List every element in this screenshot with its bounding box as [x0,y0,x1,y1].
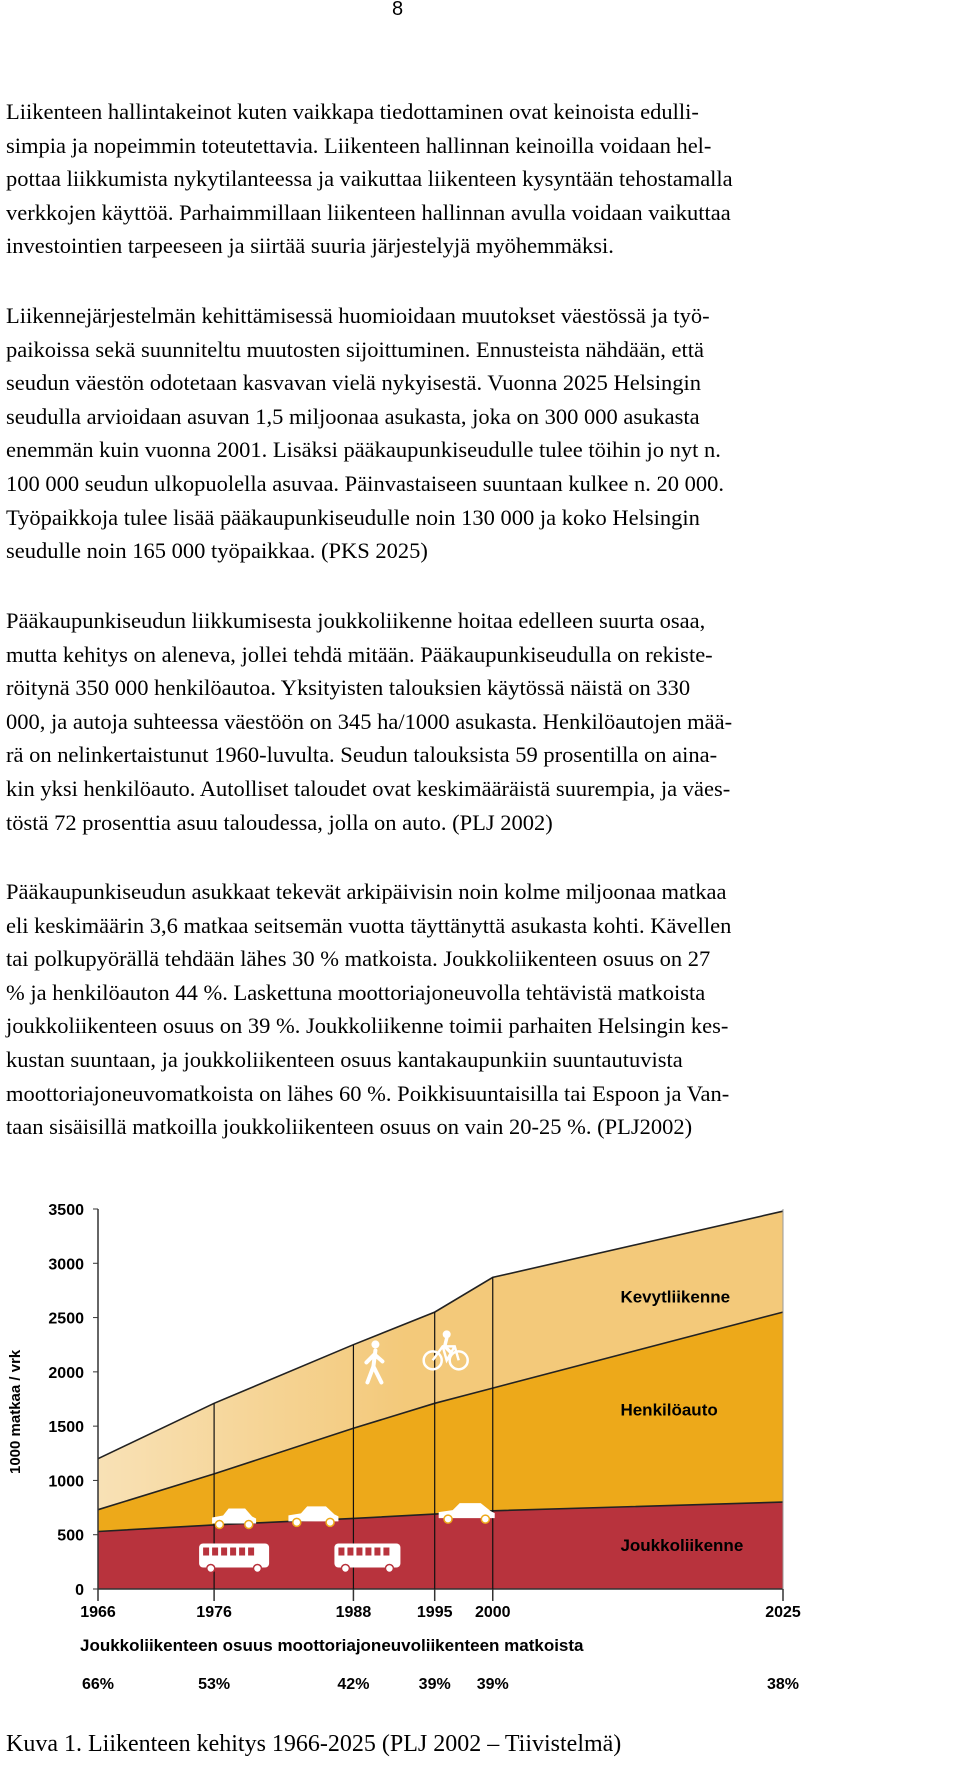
text-line: Työpaikkoja tulee lisää pääkaupunkiseudulle noin 130 000 ja koko Helsingin [6,504,700,530]
figure-caption: Kuva 1. Liikenteen kehitys 1966-2025 (PLJ 2002 – Tiivistelmä) [6,1731,622,1757]
y-tick-label: 0 [75,1582,84,1599]
y-tick-label: 3000 [48,1256,84,1274]
paragraph-trip-shares [6,875,926,1144]
x-tick-label: 1995 [416,1604,453,1621]
y-tick-label: 3500 [48,1202,84,1219]
share-label: 66% [81,1676,115,1693]
x-tick-label: 2000 [474,1604,511,1621]
y-tick-label: 1000 [48,1473,84,1491]
text-line: investointien tarpeeseen ja siirtää suuria järjestelyjä myöhemmäksi. [6,233,614,259]
share-label: 53% [198,1676,231,1693]
text-line: enemmän kuin vuonna 2001. Lisäksi pääkaupunkiseudulle tulee töihin jo nyt n. [6,437,721,463]
text-line: joukkoliikenteen osuus on 39 %. Joukkoliikenne toimii parhaiten Helsingin kes- [6,1013,729,1039]
text-line: seudulle noin 165 000 työpaikkaa. (PKS 2025) [6,538,428,564]
text-line: paikoissa sekä suunniteltu muutosten sijoittuminen. Ennusteista nähdään, että [6,336,705,362]
paragraph-population-growth [6,299,926,568]
paragraph-traffic-management [6,95,926,263]
share-label: 39% [418,1676,451,1693]
series-label-henkilöauto: Henkilöauto [620,1400,718,1420]
y-tick-label: 2000 [48,1364,84,1382]
text-line: taan sisäisillä matkoilla joukkoliikenteen osuus on vain 20-25 %. (PLJ2002) [6,1114,693,1140]
text-line: rä on nelinkertaistunut 1960-luvulta. Seudun talouksista 59 prosentilla on aina- [6,742,718,768]
text-line: röitynä 350 000 henkilöautoa. Yksityisten talouksien käytössä näistä on 330 [6,675,691,701]
text-line: tai polkupyörällä tehdään lähes 30 % matkoista. Joukkoliikenteen osuus on 27 [6,946,711,972]
share-label: 42% [337,1676,370,1693]
text-line: seudulla arvioidaan asuvan 1,5 miljoonaa asukasta, joka on 300 000 asukasta [6,403,700,429]
text-line: seudun väestön odotetaan kasvavan vielä nykyisestä. Vuonna 2025 Helsingin [6,370,701,396]
x-tick-label: 1966 [80,1604,116,1621]
y-axis-title: 1000 matkaa / vrk [7,1349,24,1474]
series-label-kevytliikenne: Kevytliikenne [620,1287,731,1307]
page-number: 8 [392,0,404,20]
text-line: verkkojen käyttöä. Parhaimmillaan liikenteen hallinnan avulla voidaan vaikuttaa [6,199,731,225]
series-label-joukkoliikenne: Joukkoliikenne [620,1536,744,1555]
text-line: simpia ja nopeimmin toteutettavia. Liikenteen hallinnan keinoilla voidaan hel- [6,132,712,158]
text-line: moottoriajoneuvomatkoista on lähes 60 %. Poikkisuuntaisilla tai Espoon ja Van- [6,1080,730,1106]
paragraph-car-ownership [6,604,926,839]
text-line: Liikenteen hallintakeinot kuten vaikkapa tiedottaminen ovat keinoista edulli- [6,99,699,124]
text-line: Pääkaupunkiseudun asukkaat tekevät arkipäivisin noin kolme miljoonaa matkaa [6,879,727,904]
x-tick-label: 1988 [335,1604,372,1621]
text-line: 000, ja autoja suhteessa väestöön on 345 ha/1000 asukasta. Henkilöautojen mää- [6,708,733,734]
y-tick-label: 2500 [48,1310,84,1328]
text-line: pottaa liikkumista nykytilanteessa ja vaikuttaa liikenteen kysyntään tehostamalla [6,166,733,192]
text-line: kustan suuntaan, ja joukkoliikenteen osuus kantakaupunkiin suuntautuvista [6,1046,683,1072]
share-label: 39% [476,1676,509,1693]
share-title: Joukkoliikenteen osuus moottoriajoneuvoliikenteen matkoista [80,1636,584,1655]
x-tick-label: 1976 [196,1604,232,1621]
text-line: 100 000 seudun ulkopuolella asuvaa. Päinvastaiseen suuntaan kulkee n. 20 000. [6,470,724,496]
text-line: mutta kehitys on aleneva, jollei tehdä mitään. Pääkaupunkiseudulla on rekiste- [6,641,713,667]
text-line: Liikennejärjestelmän kehittämisessä huomioidaan muutokset väestössä ja työ- [6,303,710,328]
text-line: eli keskimäärin 3,6 matkaa seitsemän vuotta täyttänyttä asukasta kohti. Kävellen [6,912,732,938]
text-line: töstä 72 prosenttia asuu taloudessa, jolla on auto. (PLJ 2002) [6,809,553,835]
y-tick-label: 500 [57,1527,84,1545]
x-tick-label: 2025 [765,1604,801,1621]
traffic-development-chart [0,1172,960,1712]
share-label: 38% [766,1676,800,1693]
y-tick-label: 1500 [48,1419,84,1437]
text-line: Pääkaupunkiseudun liikkumisesta joukkoliikenne hoitaa edelleen suurta osaa, [6,608,706,633]
text-line: kin yksi henkilöauto. Autolliset taloudet ovat keskimääräistä suurempia, ja väes- [6,775,731,801]
text-line: % ja henkilöauton 44 %. Laskettuna moottoriajoneuvolla tehtävistä matkoista [6,979,706,1005]
